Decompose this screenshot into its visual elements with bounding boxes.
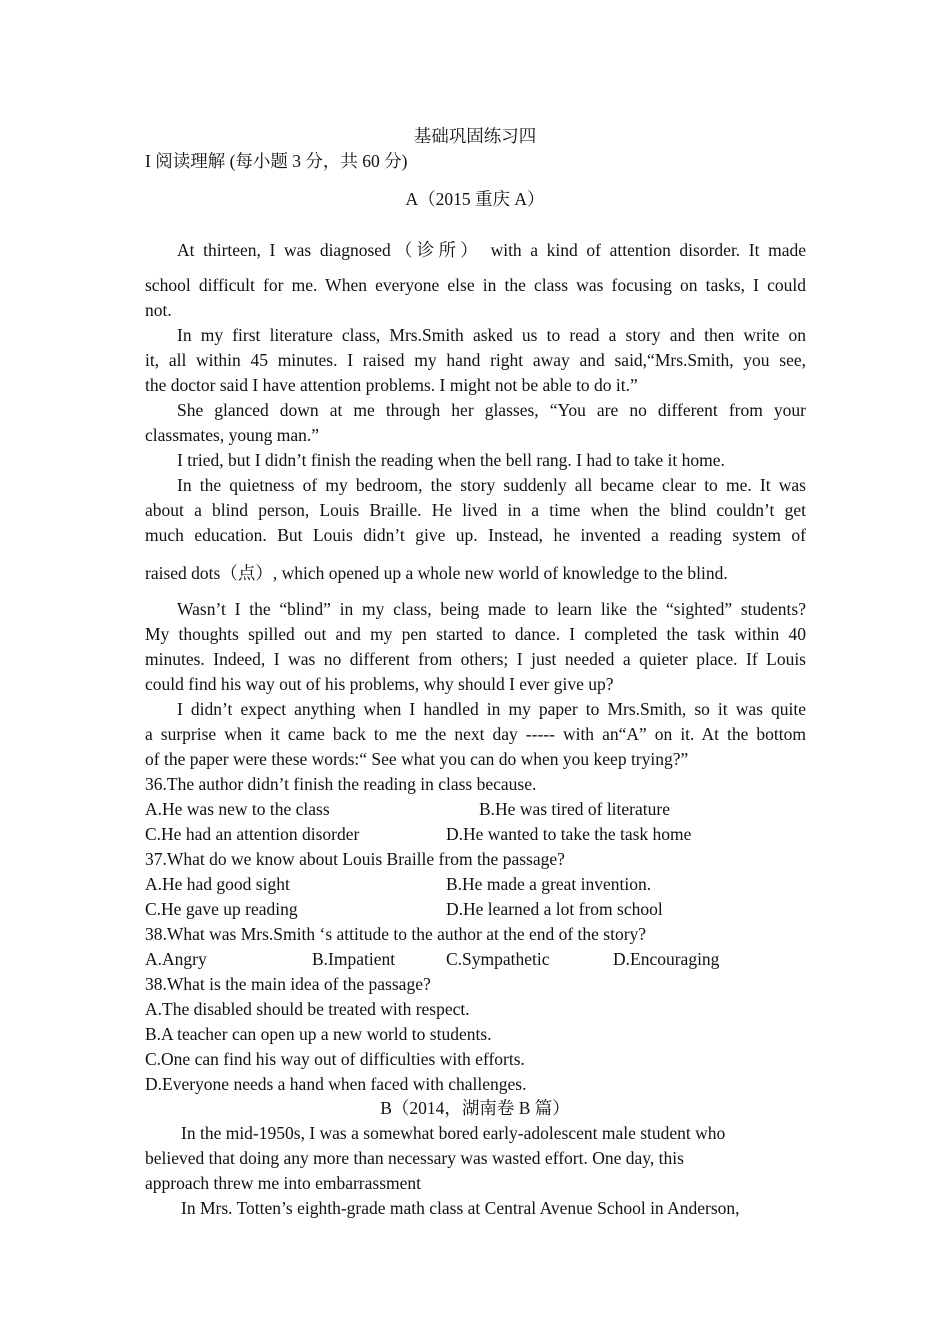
passage-b-line: In the mid-1950s, I was a somewhat bored early-adolescent male student who (181, 1123, 726, 1143)
question-stem: 38.What was Mrs.Smith ‘s attitude to the author at the end of the story? (145, 924, 647, 944)
passage-a-line: about a blind person, Louis Braille. He lived in a time when the blind couldn’t get (145, 500, 806, 520)
question-option: A.He was new to the class (145, 799, 330, 819)
passage-a-line: My thoughts spilled out and my pen started to dance. I completed the task within 40 (145, 624, 806, 644)
passage-a-line: school difficult for me. When everyone else in the class was focusing on tasks, I could (145, 275, 806, 295)
passage-a-line: the doctor said I have attention problems. I might not be able to do it.” (145, 375, 638, 395)
question-option: A.He had good sight (145, 874, 290, 894)
question-option: B.A teacher can open up a new world to students. (145, 1024, 492, 1044)
document-title: 基础巩固练习四 (413, 126, 537, 146)
question-option: D.He wanted to take the task home (446, 824, 692, 844)
question-option: C.One can find his way out of difficulties with efforts. (145, 1049, 525, 1069)
passage-a-line: much education. But Louis didn’t give up. Instead, he invented a reading system of (145, 525, 806, 545)
passage-a-line: I tried, but I didn’t finish the reading when the bell rang. I had to take it home. (177, 450, 725, 470)
question-option: A.Angry (145, 949, 207, 969)
passage-a-line: In the quietness of my bedroom, the story suddenly all became clear to me. It was (177, 475, 806, 495)
passage-a-line: In my first literature class, Mrs.Smith asked us to read a story and then write on (177, 325, 806, 345)
question-option: C.He gave up reading (145, 899, 298, 919)
passage-b-line: believed that doing any more than necessary was wasted effort. One day, this (145, 1148, 684, 1168)
passage-b-line: In Mrs. Totten’s eighth-grade math class at Central Avenue School in Anderson, (181, 1198, 740, 1218)
passage-a-line: it, all within 45 minutes. I raised my hand right away and said,“Mrs.Smith, you see, (145, 350, 806, 370)
passage-a-line: At thirteen, I was diagnosed（诊所） with a kind of attention disorder. It made (177, 240, 806, 260)
passage-a-line: not. (145, 300, 172, 320)
passage-a-line: Wasn’t I the “blind” in my class, being made to learn like the “sighted” students? (177, 599, 806, 619)
question-stem: 36.The author didn’t finish the reading in class because. (145, 774, 537, 794)
passage-a-line: minutes. Indeed, I was no different from others; I just needed a quieter place. If Louis (145, 649, 806, 669)
section-heading: I 阅读理解 (每小题 3 分，共 60 分) (145, 151, 408, 171)
question-option: D.Encouraging (613, 949, 720, 969)
question-option: C.He had an attention disorder (145, 824, 360, 844)
question-option: B.Impatient (312, 949, 396, 969)
passage-a-heading: A（2015 重庆 A） (405, 189, 545, 209)
passage-b-heading: B（2014，湖南卷 B 篇） (380, 1098, 570, 1118)
question-stem: 37.What do we know about Louis Braille from the passage? (145, 849, 565, 869)
passage-b-line: approach threw me into embarrassment (145, 1173, 422, 1193)
passage-a-line: classmates, young man.” (145, 425, 319, 445)
question-option: B.He made a great invention. (446, 874, 652, 894)
question-option: C.Sympathetic (446, 949, 550, 969)
passage-a-line: of the paper were these words:“ See what you can do when you keep trying?” (145, 749, 689, 769)
passage-a-line: a surprise when it came back to me the next day ----- with an“A” on it. At the bottom (145, 724, 806, 744)
passage-a-line: raised dots（点）, which opened up a whole new world of knowledge to the blind. (145, 563, 728, 583)
question-option: D.He learned a lot from school (446, 899, 663, 919)
question-option: B.He was tired of literature (479, 799, 670, 819)
question-option: A.The disabled should be treated with respect. (145, 999, 470, 1019)
question-stem: 38.What is the main idea of the passage? (145, 974, 431, 994)
question-option: D.Everyone needs a hand when faced with challenges. (145, 1074, 527, 1094)
passage-a-line: could find his way out of his problems, why should I ever give up? (145, 674, 614, 694)
passage-a-line: I didn’t expect anything when I handled in my paper to Mrs.Smith, so it was quite (177, 699, 806, 719)
passage-a-line: She glanced down at me through her glasses, “You are no different from your (177, 400, 806, 420)
